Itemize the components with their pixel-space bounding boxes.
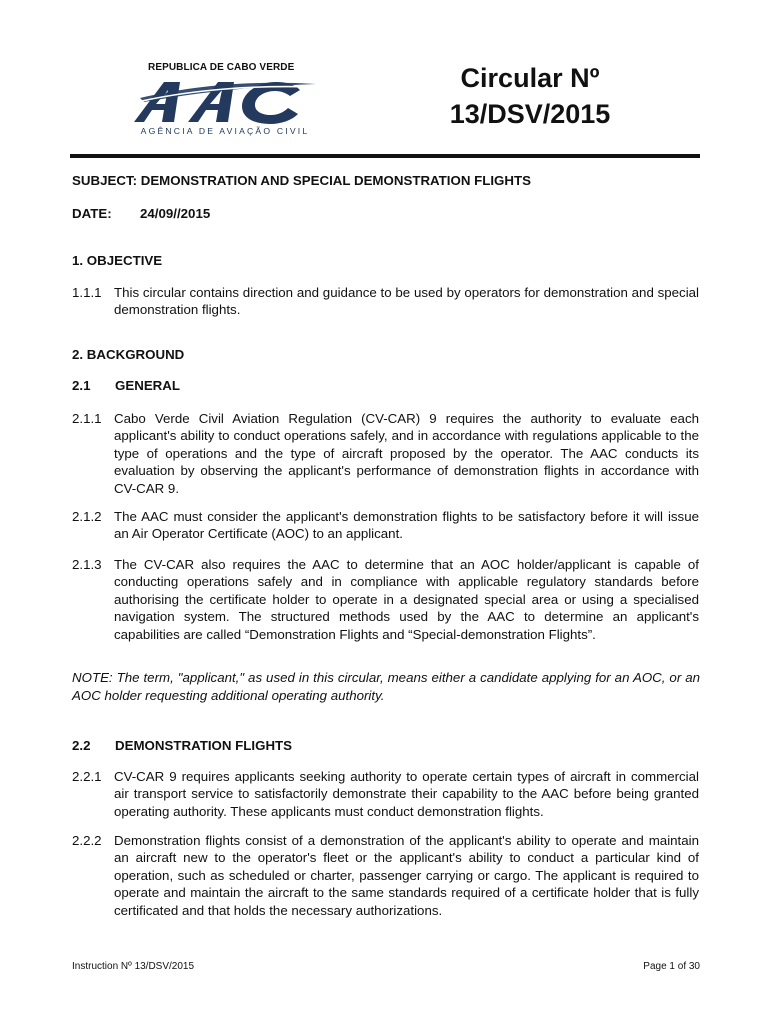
footer-page-number: Page 1 of 30 — [643, 961, 700, 972]
circular-line-1: Circular Nº — [460, 63, 600, 93]
republica-label: REPUBLICA DE CABO VERDE — [148, 62, 295, 73]
paragraph-text: CV-CAR 9 requires applicants seeking authority to operate certain types of aircraft in commercial air transport service to satisfactorily demonstrate their capability to the AAC before being granted operating authority. These applicants must conduct demonstration flights. — [114, 769, 699, 819]
aac-logo-mark — [130, 76, 320, 126]
paragraph-text: The AAC must consider the applicant's demonstration flights to be satisfactory before it will issue an Air Operator Certificate (AOC) to an applicant. — [114, 509, 699, 542]
date-value: 24/09//2015 — [140, 206, 211, 221]
section-heading-background: 2. BACKGROUND — [72, 347, 185, 362]
paragraph-2-2-2 — [72, 832, 699, 919]
paragraph-2-2-1 — [72, 768, 699, 820]
subsection-number-2-1: 2.1 — [72, 378, 91, 393]
paragraph-text: The CV-CAR also requires the AAC to determine that an AOC holder/applicant is capable of conducting operations safely and in compliance with applicable regulatory standards before authorising the certificate holder to operate in a designated special area or using a specialised navigation system. The structured methods used by the AAC to determine an applicant's capabilities are called “Demonstration Flights and “Special-demonstration Flights”. — [114, 557, 699, 642]
subsection-title-demonstration-flights: DEMONSTRATION FLIGHTS — [115, 738, 293, 753]
section-heading-objective: 1. OBJECTIVE — [72, 253, 163, 268]
paragraph-number: 2.2.2 — [72, 833, 102, 848]
date-label: DATE: — [72, 206, 112, 221]
paragraph-2-1-3 — [72, 556, 699, 643]
paragraph-2-1-1 — [72, 410, 699, 497]
subsection-number-2-2: 2.2 — [72, 738, 91, 753]
paragraph-number: 1.1.1 — [72, 285, 102, 300]
subsection-title-general: GENERAL — [115, 378, 181, 393]
paragraph-number: 2.1.1 — [72, 411, 102, 426]
paragraph-text: Cabo Verde Civil Aviation Regulation (CV-CAR) 9 requires the authority to evaluate each applicant's ability to conduct operations safely, and in accordance with regulations applicable to the type of operations and the type of aircraft proposed by the operator. The AAC conducts its evaluation by observing the applicant's performance of demonstration flights in accordance with CV-CAR 9. — [114, 411, 699, 496]
header-divider — [70, 154, 700, 158]
aac-logo — [130, 62, 320, 142]
note-paragraph: NOTE: The term, "applicant," as used in this circular, means either a candidate applying for an AOC, or an AOC holder requesting additional operating authority. — [72, 670, 700, 703]
paragraph-2-1-2 — [72, 508, 699, 543]
circular-number: 13/DSV/2015 — [449, 99, 611, 129]
paragraph-text: This circular contains direction and guidance to be used by operators for demonstration and special demonstration flights. — [114, 285, 699, 318]
paragraph-number: 2.2.1 — [72, 769, 102, 784]
paragraph-number: 2.1.2 — [72, 509, 102, 524]
paragraph-number: 2.1.3 — [72, 557, 102, 572]
footer-instruction-number: Instruction Nº 13/DSV/2015 — [72, 961, 195, 972]
circular-title — [420, 60, 640, 132]
paragraph-1-1-1 — [72, 284, 699, 319]
agency-name: AGÊNCIA DE AVIAÇÃO CIVIL — [140, 126, 310, 136]
paragraph-text: Demonstration flights consist of a demonstration of the applicant's ability to operate and maintain an aircraft new to the operator's fleet or the applicant's ability to conduct a particular kind of operation, such as scheduled or charter, passenger carrying or cargo. The applicant is required to operate and maintain the aircraft to the same standards required of a certificate holder that is fully certificated and that holds the necessary authorizations. — [114, 833, 699, 918]
subject-line: SUBJECT: DEMONSTRATION AND SPECIAL DEMONSTRATION FLIGHTS — [72, 173, 531, 188]
